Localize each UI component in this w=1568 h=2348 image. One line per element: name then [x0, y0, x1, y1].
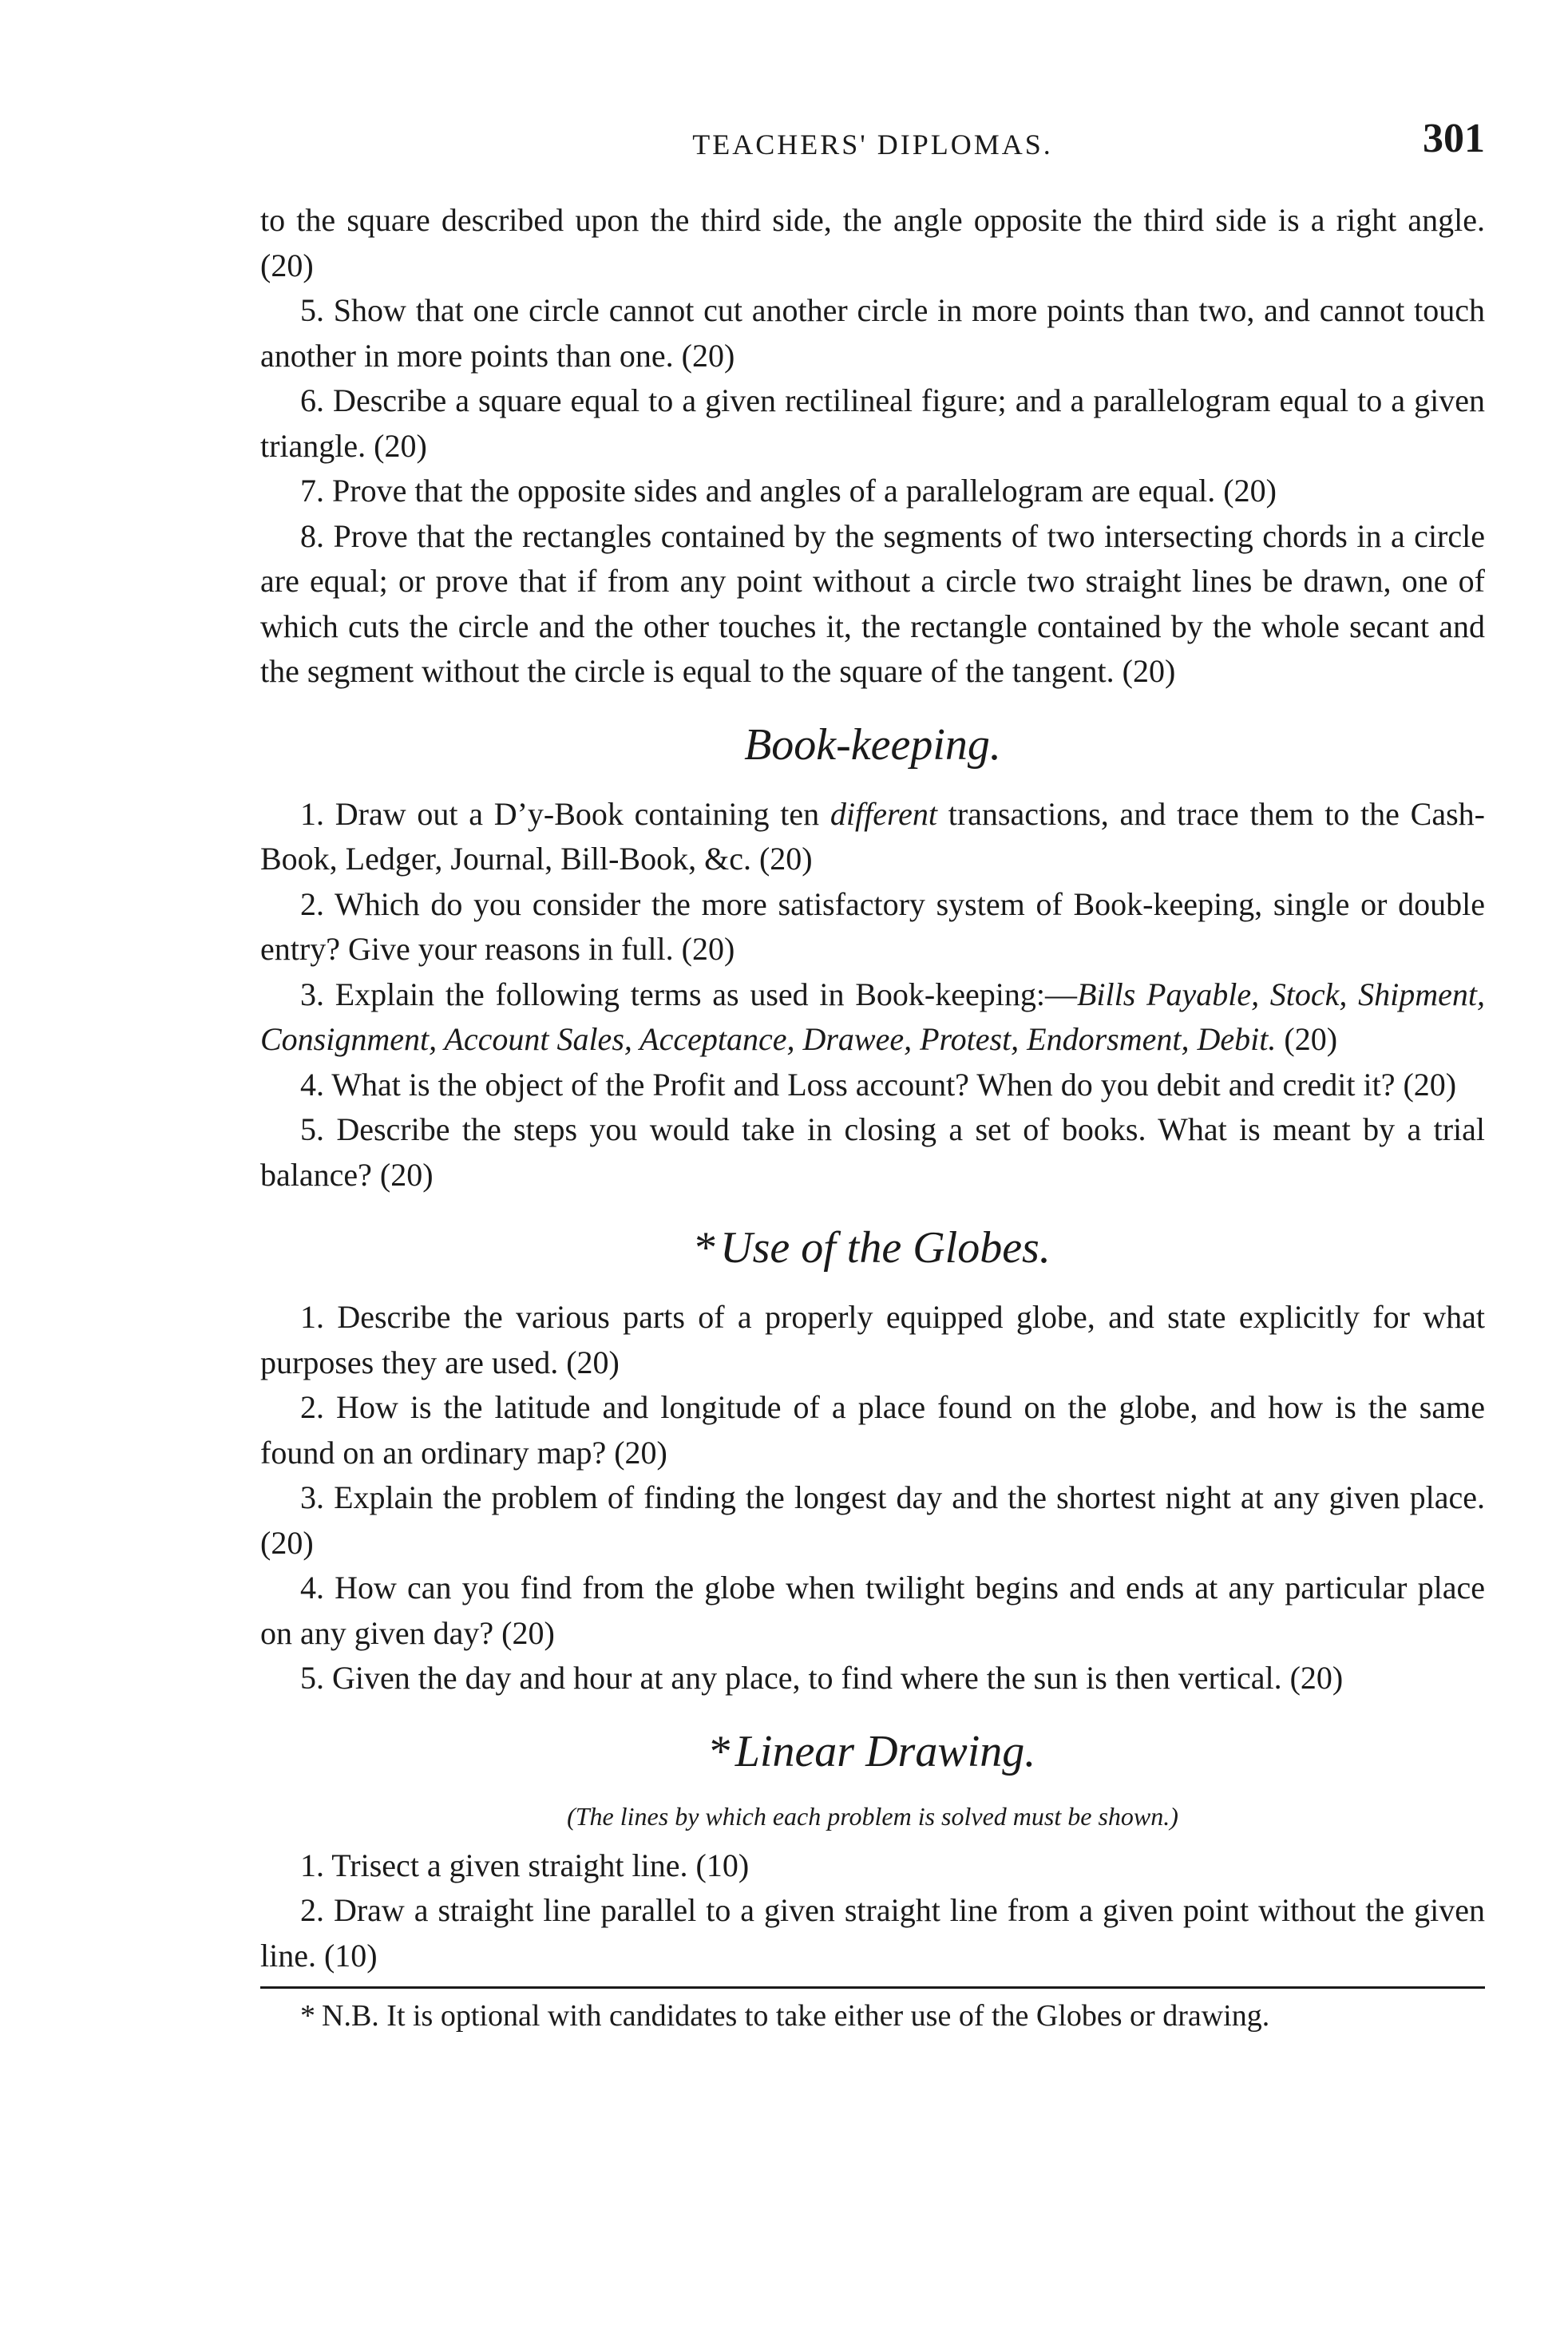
drawing-title-text: Linear Drawing. — [735, 1726, 1036, 1776]
geometry-item-6: 6. Describe a square equal to a given rectilineal figure; and a parallelogram equal to a given triangle. (20) — [260, 382, 1485, 464]
asterisk-mark: * — [695, 1223, 718, 1273]
bookkeeping-item-1-text-a: 1. Draw out a D’y-Book containing ten — [300, 795, 830, 832]
asterisk-mark: * — [709, 1726, 732, 1776]
section-title-bookkeeping: Book-keeping. — [744, 719, 1001, 770]
bookkeeping-item-5: 5. Describe the steps you would take in closing a set of books. What is meant by a trial balance? (20) — [260, 1111, 1485, 1193]
section-title-drawing — [260, 1724, 1485, 1780]
footnote-marker: * — [300, 1999, 315, 2033]
geometry-item-5: 5. Show that one circle cannot cut another circle in more points than two, and cannot touch another in more points than one. (20) — [260, 292, 1485, 374]
page-number: 301 — [1423, 116, 1485, 161]
bookkeeping-terms-list: Bills Payable, Stock, Shipment, Consignment, Account Sales, Acceptance, Drawee, Protest, Endorsment, Debit. — [260, 976, 1485, 1057]
footnote-text: N.B. It is optional with candidates to take either use of the Globes or drawing. — [322, 1999, 1270, 2033]
intro-continuation: to the square described upon the third side, the angle opposite the third side is a right angle. (20) — [260, 202, 1485, 283]
bookkeeping-item-1-emphasis: different — [830, 795, 937, 832]
footnote — [260, 1995, 1485, 2037]
globes-item-3: 3. Explain the problem of finding the longest day and the shortest night at any given place. (20) — [260, 1479, 1485, 1561]
running-title: TEACHERS' DIPLOMAS. — [692, 129, 1053, 160]
bookkeeping-item-3-text-a: 3. Explain the following terms as used in Book-keeping:— — [300, 976, 1077, 1012]
bookkeeping-item-1-text-b: transactions, and trace them to the Cash-Book, Ledger, Journal, Bill-Book, &c. (20) — [260, 795, 1485, 877]
geometry-item-7: 7. Prove that the opposite sides and angles of a parallelogram are equal. (20) — [300, 473, 1277, 509]
geometry-item-8: 8. Prove that the rectangles contained by the segments of two intersecting chords in a circle are equal; or prove that if from any point without a circle two straight lines be drawn, one of which cuts the circle and the other touches it, the rectangle contained by the whole secant and the segment without the circle is equal to the square of the tangent. (20) — [260, 517, 1485, 689]
globes-item-2: 2. How is the latitude and longitude of a place found on the globe, and how is the same found on an ordinary map? (20) — [260, 1389, 1485, 1471]
globes-item-5: 5. Given the day and hour at any place, to find where the sun is then vertical. (20) — [300, 1660, 1344, 1696]
globes-title-text: Use of the Globes. — [720, 1223, 1051, 1273]
bookkeeping-item-3 — [260, 972, 1485, 1063]
bookkeeping-item-2: 2. Which do you consider the more satisfactory system of Book-keeping, single or double entry? Give your reasons in full. (20) — [260, 885, 1485, 967]
bookkeeping-item-3-text-b: (20) — [1276, 1021, 1338, 1057]
bookkeeping-item-4: 4. What is the object of the Profit and Loss account? When do you debit and credit it? (20) — [300, 1066, 1457, 1103]
footnote-divider — [260, 1986, 1485, 1989]
drawing-instruction: (The lines by which each problem is solved must be shown.) — [567, 1801, 1178, 1831]
bookkeeping-item-1 — [260, 792, 1485, 882]
drawing-item-2: 2. Draw a straight line parallel to a given straight line from a given point without the given line. (10) — [260, 1892, 1485, 1974]
page — [260, 116, 1485, 2037]
globes-item-1: 1. Describe the various parts of a properly equipped globe, and state explicitly for what purposes they are used. (20) — [260, 1299, 1485, 1380]
running-head — [260, 116, 1485, 168]
drawing-item-1: 1. Trisect a given straight line. (10) — [300, 1847, 750, 1883]
globes-item-4: 4. How can you find from the globe when twilight begins and ends at any particular place on any given day? (20) — [260, 1570, 1485, 1651]
section-title-globes — [260, 1220, 1485, 1276]
